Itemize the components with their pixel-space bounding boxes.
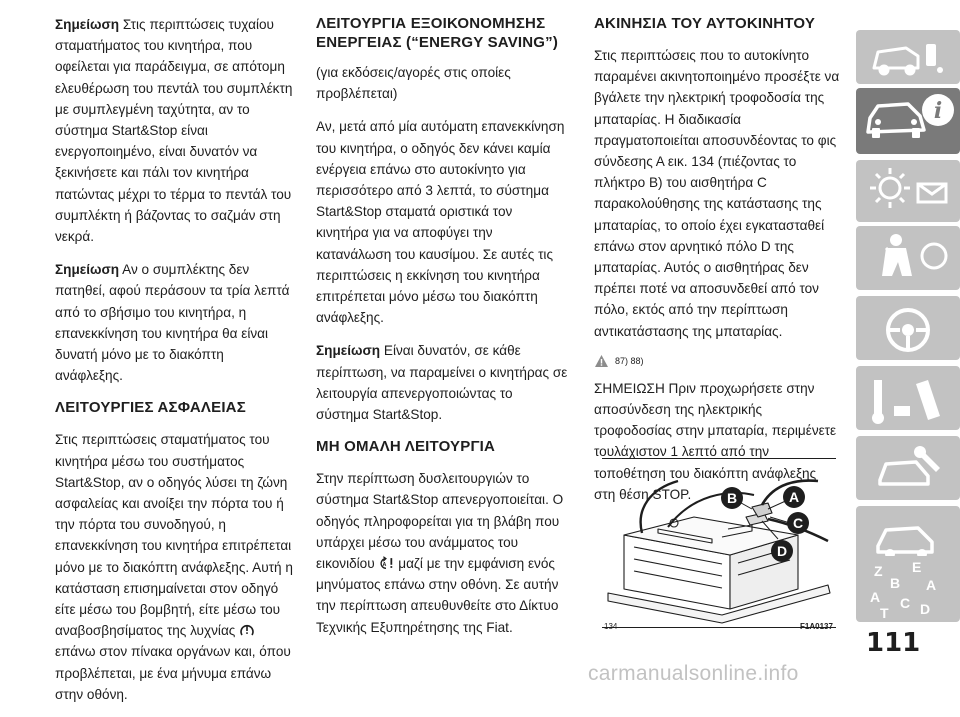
section-heading-energy-saving: ΛΕΙΤΟΥΡΓΙΑ ΕΞΟΙΚΟΝΟΜΗΣΗΣ ΕΝΕΡΓΕΙΑΣ (“ENERGY SAVING”) <box>316 15 559 51</box>
note-text: Είναι δυνατόν, σε κάθε περίπτωση, να παραμείνει ο κινητήρας σε λειτουργία απενεργοποιώντας το σύστημα Start&Stop. <box>316 343 568 423</box>
svg-text:D: D <box>920 601 931 617</box>
column-1 <box>55 14 295 717</box>
safety-paragraph <box>55 429 295 705</box>
column-2 <box>316 14 568 650</box>
side-tab-dashboard[interactable] <box>856 30 960 84</box>
side-tab-emergency[interactable] <box>856 366 960 430</box>
side-tab-driving[interactable] <box>856 296 960 360</box>
malfunction-text: Στην περίπτωση δυσλειτουργιών το σύστημα Start&Stop απενεργοποιείται. Ο οδηγός πληροφορείται για τη βλάβη που υπάρχει μέσω του ανάμματος του εικονιδίου <box>316 471 564 572</box>
section-heading-malfunction: ΜΗ ΟΜΑΛΗ ΛΕΙΤΟΥΡΓΙΑ <box>316 438 496 456</box>
immobility-paragraph: Στις περιπτώσεις που το αυτοκίνητο παραμένει ακινητοποιημένο προσέξτε να βγάλετε την ηλεκτρική τροφοδοσία της μπαταρίας. Η διαδικασία πραγματοποιείται αποσυνδέοντας το φις σύνδεσης Α εικ. 134 (πιέζοντας το πλήκτρο Β) του αισθητήρα C παρακολούθησης της κατάστασης της μπαταρίας, το οποίο έχει εγκατασταθεί επάνω στον αρνητικό πόλο D της μπαταρίας. Αυτός ο αισθητήρας δεν πρέπει ποτέ να αποσυνδεθεί από τον πόλο, εκτός από την περίπτωση αντικατάστασης της μπαταρίας. <box>594 48 840 339</box>
svg-text:A: A <box>926 577 937 593</box>
callout-b <box>721 487 743 509</box>
note-label: Σημείωση <box>55 262 120 278</box>
note-paragraph <box>55 259 295 386</box>
energy-paragraph: Αν, μετά από μία αυτόματη επανεκκίνηση του κινητήρα, ο οδηγός δεν κάνει καμία ενέργεια επάνω στο αυτοκίνητο για περισσότερο από 3 λεπτά, το σύστημα Start&Stop σταματά οριστικά τον κινητήρα για να αποφύγει την κατανάλωση του καυσίμου. Σε αυτές τις περιπτώσεις η εκκίνηση του κινητήρα επιτρέπεται μόνο μέσω του διακόπτη ανάφλεξης. <box>316 119 565 326</box>
side-tab-maintenance[interactable] <box>856 436 960 500</box>
note-text: Αν ο συμπλέκτης δεν πατηθεί, αφού περάσουν τα τρία λεπτά από το σβήσιμο του κινητήρα, η επανεκκίνηση του κινητήρα θα είναι δυνατή μόνο με το διακόπτη ανάφλεξης. <box>55 262 290 384</box>
car-info-icon <box>856 30 960 84</box>
side-tab-knowing-your-car[interactable] <box>856 88 960 154</box>
figure-code: F1A0137 <box>800 622 833 631</box>
svg-text:A: A <box>870 589 881 605</box>
warning-lights-icon <box>856 160 960 222</box>
wrench-car-icon <box>856 436 960 500</box>
page-number: 111 <box>866 628 921 658</box>
side-tab-safety[interactable] <box>856 226 960 290</box>
callout-c <box>787 512 809 534</box>
svg-text:B: B <box>890 575 901 591</box>
note-paragraph <box>55 14 295 247</box>
warning-lamp-icon <box>239 623 255 637</box>
note-label: Σημείωση <box>55 17 120 32</box>
side-tab-index[interactable] <box>856 556 960 622</box>
battery-illustration <box>602 459 836 627</box>
side-tab-warning-lights[interactable] <box>856 160 960 222</box>
section-heading-immobility: ΑΚΙΝΗΣΙΑ ΤΟΥ ΑΥΤΟΚΙΝΗΤΟΥ <box>594 15 816 32</box>
jack-tools-icon <box>856 366 960 430</box>
svg-text:A: A <box>788 489 800 505</box>
note-paragraph <box>316 340 568 425</box>
svg-text:D: D <box>776 543 788 559</box>
battery-figure <box>602 458 836 628</box>
start-stop-fault-icon <box>378 556 394 570</box>
car-info-icon-active <box>856 88 960 154</box>
callout-d <box>771 540 793 562</box>
warning-references <box>594 354 840 368</box>
warning-triangle-icon <box>594 354 609 368</box>
callout-a <box>783 486 805 508</box>
svg-text:A: A <box>382 562 387 569</box>
column-3 <box>594 14 840 517</box>
figure-number: 134 <box>604 622 618 631</box>
section-subheading: (για εκδόσεις/αγορές στις οποίες προβλέπεται) <box>316 65 511 102</box>
safety-text: επάνω στον πίνακα οργάνων και, όπου προβλέπεται, με ένα μήνυμα επάνω στην οθόνη. <box>55 644 291 702</box>
watermark[interactable]: carmanualsonline.info <box>588 662 799 685</box>
note-text: Στις περιπτώσεις τυχαίου σταματήματος του κινητήρα, που οφείλεται για παράδειγμα, σε απότομη ελευθέρωση του πεντάλ του συμπλέκτη με συμπλεγμένη ταχύτητα, αν το σύστημα Start&Stop είναι ενεργοποιημένο, είναι δυνατόν να ξεκινήσετε και πάλι τον κινητήρα πατώντας μέχρι το τέρμα το πεντάλ του συμπλέκτη ή βάζοντας το σαζμάν στη νεκρά. <box>55 17 293 245</box>
svg-text:C: C <box>792 515 804 531</box>
svg-text:Z: Z <box>874 563 883 579</box>
malfunction-paragraph <box>316 468 568 638</box>
svg-text:T: T <box>880 605 889 621</box>
note-label: Σημείωση <box>316 343 381 359</box>
svg-text:E: E <box>912 559 922 575</box>
steering-wheel-icon <box>856 296 960 360</box>
note-paragraph: ΣΗΜΕΙΩΣΗ Πριν προχωρήσετε στην αποσύνδεση της ηλεκτρικής τροφοδοσίας στην μπαταρία, περιμένετε τουλάχιστον 1 λεπτό από την τοποθέτηση του διακόπτη ανάφλεξης στη θέση STOP. <box>594 380 837 502</box>
seatbelt-airbag-icon <box>856 226 960 290</box>
svg-text:i: i <box>933 98 943 124</box>
safety-text: Στις περιπτώσεις σταματήματος του κινητήρα μέσω του συστήματος Start&Stop, αν ο οδηγός λύσει τη ζώνη ασφαλείας και ανοίξει την πόρτα του ή την πόρτα του συνοδηγού, η επανεκκίνηση του κινητήρα επιτρέπεται μόνο με το διακόπτη ανάφλεξης. Αυτή η κατάσταση επισημαίνεται στον οδηγό είτε μέσω του βομβητή, είτε μέσω του αναβοσβησίματος της λυχνίας <box>55 432 293 639</box>
index-letters-icon <box>856 556 960 622</box>
reference-numbers: 87) 88) <box>615 355 644 366</box>
malfunction-text: μαζί με την εμφάνιση ενός μηνύματος επάνω στην οθόνη. Σε αυτήν την περίπτωση απευθυνθείτε στο Δίκτυο Τεχνικής Εξυπηρέτησης της Fiat. <box>316 556 559 635</box>
svg-text:B: B <box>726 490 738 506</box>
section-heading-safety: ΛΕΙΤΟΥΡΓΙΕΣ ΑΣΦΑΛΕΙΑΣ <box>55 399 246 417</box>
svg-text:C: C <box>900 595 911 611</box>
